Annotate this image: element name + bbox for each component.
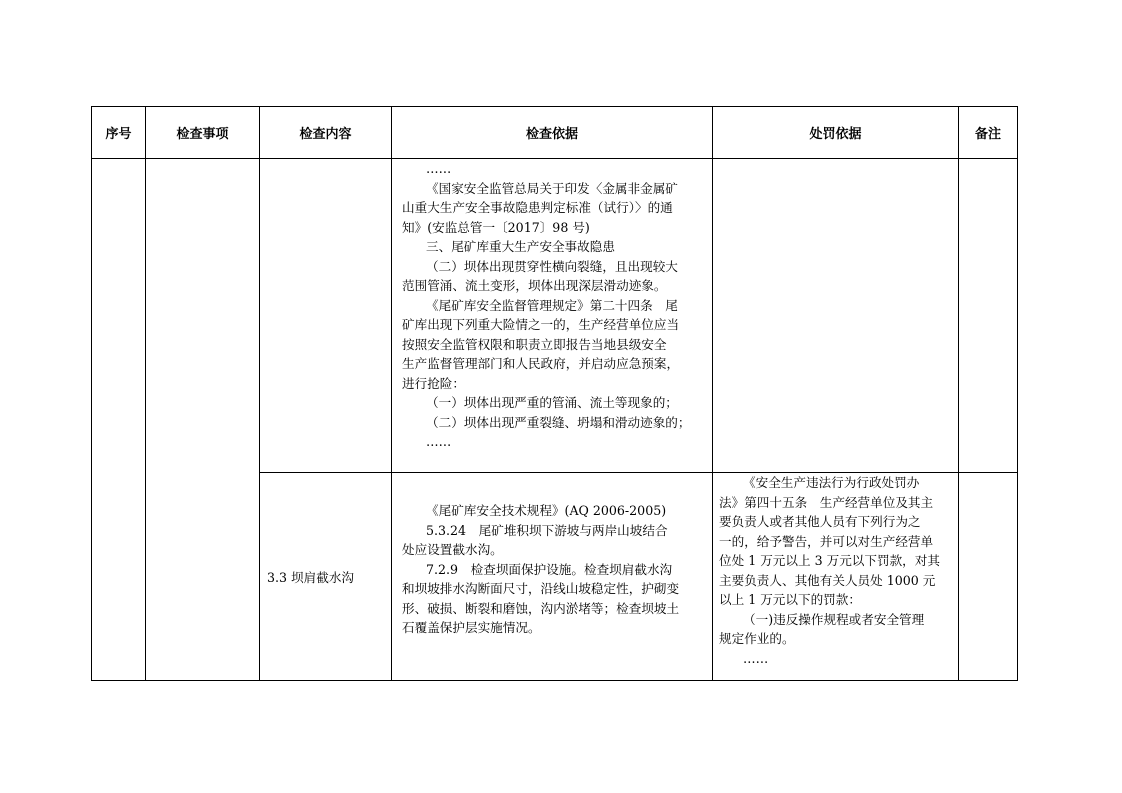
basis-line: 形、破损、断裂和磨蚀，沟内淤堵等；检查坝坡土 <box>402 600 680 616</box>
inspection-table <box>91 106 1018 681</box>
basis-line: 《尾矿库安全技术规程》(AQ 2006-2005) <box>426 503 667 518</box>
penalty-line: 主要负责人、其他有关人员处 1000 元 <box>719 572 936 588</box>
content-cell <box>260 159 392 473</box>
penalty-line: 规定作业的。 <box>719 631 795 646</box>
header-row <box>92 107 1018 159</box>
basis-line: 处应设置截水沟。 <box>402 542 503 557</box>
basis-line: …… <box>426 434 452 449</box>
penalty-line: 《安全生产违法行为行政处罚办 <box>743 475 920 490</box>
content-cell: 3.3 坝肩截水沟 <box>260 473 392 681</box>
penalty-line: 法》第四十五条 生产经营单位及其主 <box>719 494 934 510</box>
penalty-line: …… <box>743 650 769 666</box>
penalty-line: （一)违反操作规程或者安全管理 <box>743 611 925 627</box>
basis-line: 石覆盖保护层实施情况。 <box>402 620 541 635</box>
basis-line: 矿库出现下列重大险情之一的，生产经营单位应当 <box>402 317 680 332</box>
basis-line: 山重大生产安全事故隐患判定标准（试行）〉的通 <box>402 200 673 215</box>
basis-line: 7.2.9 检查坝面保护设施。检查坝肩截水沟 <box>426 561 673 577</box>
remarks-cell <box>959 159 1018 473</box>
basis-line: 范围管涌、流土变形，坝体出现深层滑动迹象。 <box>402 278 667 293</box>
remarks-cell <box>959 473 1018 681</box>
basis-line: 生产监督管理部门和人民政府，并启动应急预案， <box>402 356 680 371</box>
header-item: 检查事项 <box>146 107 260 159</box>
penalty-line: 以上 1 万元以下的罚款： <box>719 592 861 607</box>
header-penalty: 处罚依据 <box>713 107 959 159</box>
header-content: 检查内容 <box>260 107 392 159</box>
table-row <box>92 159 1018 473</box>
basis-line: 《国家安全监管总局关于印发〈金属非金属矿 <box>426 180 678 196</box>
penalty-line: 一的，给予警告，并可以对生产经营单 <box>719 533 934 549</box>
basis-line: 《尾矿库安全监督管理规定》第二十四条 尾 <box>426 297 678 313</box>
basis-line: 和坝坡排水沟断面尺寸，沿线山坡稳定性，护砌变 <box>402 581 680 596</box>
basis-line: （二）坝体出现贯穿性横向裂缝，且出现较大 <box>426 258 678 274</box>
penalty-line: 位处 1 万元以上 3 万元以下罚款，对其 <box>719 553 940 568</box>
basis-line: …… <box>426 161 452 176</box>
basis-cell <box>392 159 713 473</box>
header-basis: 检查依据 <box>392 107 713 159</box>
basis-line: 知》(安监总管一〔2017〕98 号) <box>402 219 590 235</box>
penalty-cell <box>713 473 959 681</box>
basis-line: 进行抢险： <box>402 375 465 391</box>
basis-line: （一）坝体出现严重的管涌、流土等现象的； <box>426 395 678 410</box>
penalty-line: 要负责人或者其他人员有下列行为之 <box>719 514 921 529</box>
item-cell <box>146 159 260 681</box>
basis-line: 按照安全监管权限和职责立即报告当地县级安全 <box>402 336 667 352</box>
penalty-cell <box>713 159 959 473</box>
header-remarks: 备注 <box>959 107 1018 159</box>
seq-cell <box>92 159 146 681</box>
basis-line: 5.3.24 尾矿堆积坝下游坡与两岸山坡结合 <box>426 522 668 538</box>
header-seq: 序号 <box>92 107 146 159</box>
basis-line: 三、尾矿库重大生产安全事故隐患 <box>426 239 615 254</box>
basis-cell <box>392 473 713 681</box>
basis-line: （二）坝体出现严重裂缝、坍塌和滑动迹象的； <box>426 414 691 430</box>
